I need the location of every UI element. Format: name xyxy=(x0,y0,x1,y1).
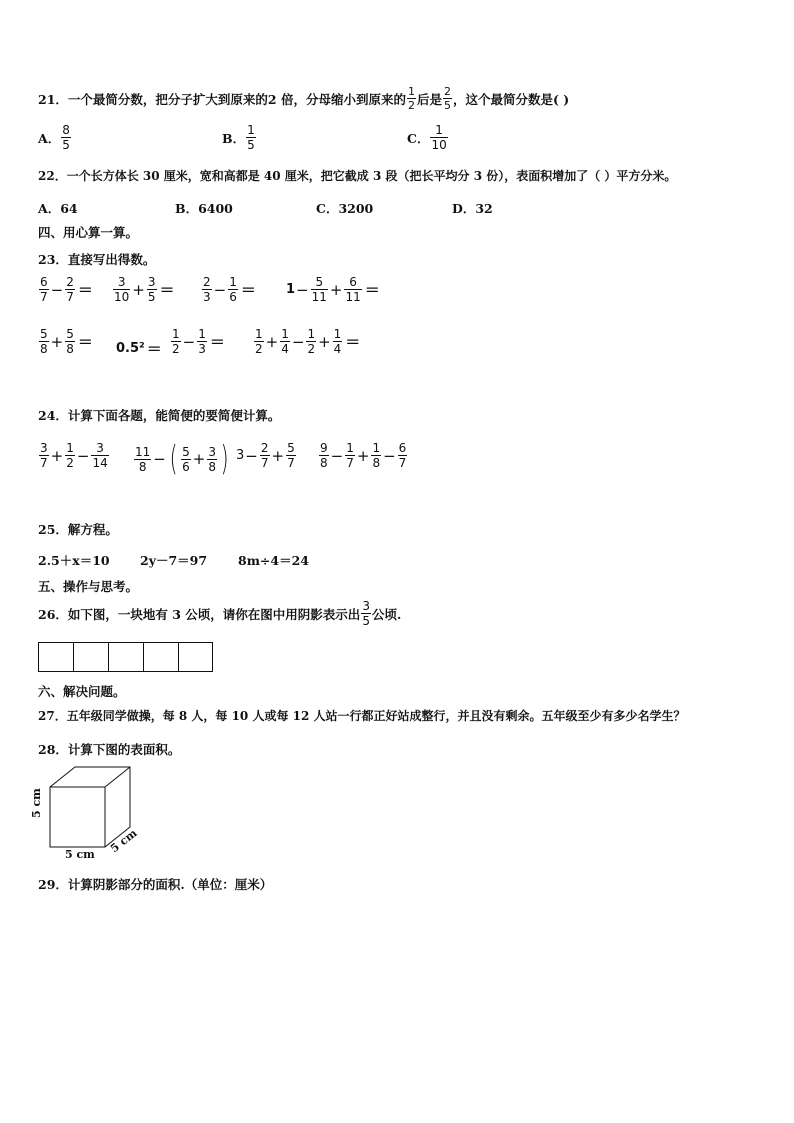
q25-equation-1: 2.5＋x＝10 xyxy=(38,553,110,568)
grid-cell[interactable] xyxy=(178,642,213,672)
q21-fraction-2: $\frac{2}{5}$ xyxy=(443,85,451,112)
q22-option-b: B．6400 xyxy=(175,201,233,216)
q23-expr-6: 0.5² ＝ xyxy=(116,340,162,358)
q21-option-c: C． $\frac{1}{10}$ xyxy=(407,123,447,152)
q22-option-c: C．3200 xyxy=(316,201,374,216)
cube-height-label: 5 cm xyxy=(30,788,43,818)
land-grid[interactable] xyxy=(38,642,213,672)
question-28: 28．计算下图的表面积。 xyxy=(38,742,181,757)
question-23: 23．直接写出得数。 xyxy=(38,252,156,267)
question-25: 25．解方程。 xyxy=(38,522,118,537)
q22-option-a: A．64 xyxy=(38,201,78,216)
q23-expr-1: $\frac{6}{7}$ − $\frac{2}{7}$ ＝ xyxy=(40,275,93,304)
grid-cell[interactable] xyxy=(108,642,143,672)
section-6-heading: 六、解决问题。 xyxy=(38,684,126,699)
q25-equation-3: 8m÷4＝24 xyxy=(238,553,309,568)
q26-fraction: $\frac{3}{5}$ xyxy=(362,599,370,628)
question-22: 22．一个长方体长 30 厘米，宽和高都是 40 厘米，把它截成 3 段（把长平均分 3 份），表面积增加了（ ）平方分米。 xyxy=(38,169,677,183)
q22-option-d: D．32 xyxy=(452,201,493,216)
section-5-heading: 五、操作与思考。 xyxy=(38,579,139,594)
question-21 xyxy=(38,86,569,111)
q23-expr-7: $\frac{1}{2}$ − $\frac{1}{3}$ ＝ xyxy=(172,327,225,356)
section-4-heading: 四、用心算一算。 xyxy=(38,225,139,240)
q23-expr-4: 1 − $\frac{5}{11}$ + $\frac{6}{11}$ ＝ xyxy=(286,275,380,304)
cube-figure xyxy=(30,762,150,862)
q23-expr-2: $\frac{3}{10}$ + $\frac{3}{5}$ ＝ xyxy=(114,275,175,304)
q21-fraction-1: $\frac{1}{2}$ xyxy=(407,85,415,112)
question-29: 29．计算阴影部分的面积.（单位：厘米） xyxy=(38,877,273,892)
q21-text-c: ，这个最简分数是( ) xyxy=(452,91,570,107)
grid-cell[interactable] xyxy=(73,642,108,672)
cube-depth-label: 5 cm xyxy=(108,826,140,856)
q24-expr-4: $\frac{9}{8}$ − $\frac{1}{7}$ + $\frac{1}{8}$ − $\frac{6}{7}$ xyxy=(320,441,407,470)
question-26: 26．如下图，一块地有 3 公顷，请你在图中用阴影表示出 $\frac{3}{5}$ 公顷. xyxy=(38,599,402,628)
q21-option-b: B． $\frac{1}{5}$ xyxy=(222,123,255,152)
q24-expr-1: $\frac{3}{7}$ + $\frac{1}{2}$ − $\frac{3}{14}$ xyxy=(40,441,108,470)
q24-expr-2: $\frac{11}{8}$ − ( $\frac{5}{6}$ + $\frac{3}{8}$ ) xyxy=(135,439,229,479)
q25-equation-2: 2y－7＝97 xyxy=(140,553,208,568)
q21-option-a: A． $\frac{8}{5}$ xyxy=(38,123,70,152)
q21-text-a: 21．一个最简分数，把分子扩大到原来的2 倍，分母缩小到原来的 xyxy=(38,91,406,107)
q24-expr-3: 3 − $\frac{2}{7}$ + $\frac{5}{7}$ xyxy=(236,441,295,470)
q23-expr-3: $\frac{2}{3}$ − $\frac{1}{6}$ ＝ xyxy=(203,275,256,304)
q21-text-b: 后是 xyxy=(416,91,442,107)
q23-expr-8: $\frac{1}{2}$ + $\frac{1}{4}$ − $\frac{1}{2}$ + $\frac{1}{4}$ ＝ xyxy=(255,327,361,356)
question-24: 24．计算下面各题，能简便的要简便计算。 xyxy=(38,408,281,423)
cube-width-label: 5 cm xyxy=(65,848,95,861)
q23-expr-5: $\frac{5}{8}$ + $\frac{5}{8}$ ＝ xyxy=(40,327,93,356)
grid-cell[interactable] xyxy=(143,642,178,672)
question-27: 27．五年级同学做操，每 8 人，每 10 人或每 12 人站一行都正好站成整行，并且没有剩余。五年级至少有多少名学生？ xyxy=(38,709,686,723)
grid-cell[interactable] xyxy=(38,642,73,672)
